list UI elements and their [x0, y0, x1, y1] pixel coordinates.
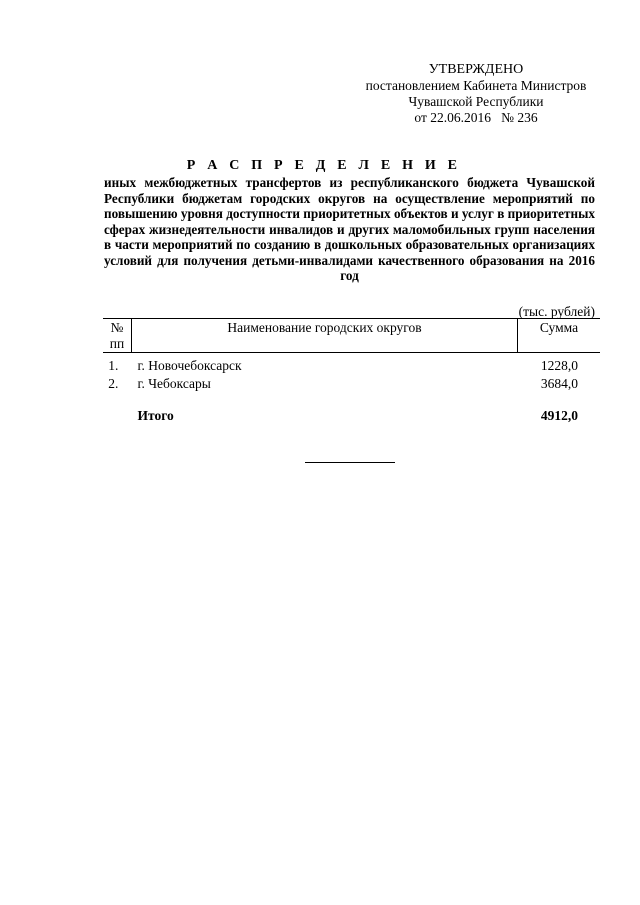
- approval-block: [360, 62, 592, 126]
- approval-decree-line: постановлением Кабинета Министров: [365, 78, 587, 93]
- row-number: 2.: [108, 376, 119, 391]
- approval-republic-line: Чувашской Республики: [408, 94, 544, 109]
- row-name: г. Новочебоксарск: [137, 358, 242, 373]
- approval-heading: УТВЕРЖДЕНО: [428, 62, 524, 77]
- header-number-text: № пп: [109, 320, 125, 351]
- table-row: [103, 375, 600, 393]
- table-row: [103, 353, 600, 376]
- approval-date-number: от 22.06.2016 № 236: [414, 110, 538, 125]
- document-title: Р А С П Р Е Д Е Л Е Н И Е: [186, 158, 462, 173]
- header-sum: Сумма: [518, 319, 601, 353]
- table-total-row: [103, 407, 600, 425]
- table-spacer-row: [103, 393, 600, 407]
- units-label: (тыс. рублей): [518, 304, 595, 319]
- total-sum: 4912,0: [540, 408, 578, 423]
- row-sum: 1228,0: [540, 358, 578, 373]
- row-sum: 3684,0: [540, 376, 578, 391]
- distribution-table: [103, 318, 600, 425]
- total-label: Итого: [137, 408, 174, 423]
- row-number: 1.: [108, 358, 119, 373]
- end-separator-line: [305, 462, 395, 463]
- table-header-row: [103, 319, 600, 353]
- row-name: г. Чебоксары: [137, 376, 211, 391]
- header-name: Наименование городских округов: [132, 319, 518, 353]
- document-subtitle: иных межбюджетных трансфертов из республиканского бюджета Чувашской Республики бюджетам городских округов на осуществление мероприятий по повышению уровня доступности приоритетных объектов и услуг в приоритетных сферах жизнедеятельности инвалидов и других маломобильных групп населения в части мероприятий по созданию в дошкольных образовательных организациях условий для получения детьми-инвалидами качественного образования на 2016 год: [104, 175, 595, 283]
- header-number: [103, 319, 132, 353]
